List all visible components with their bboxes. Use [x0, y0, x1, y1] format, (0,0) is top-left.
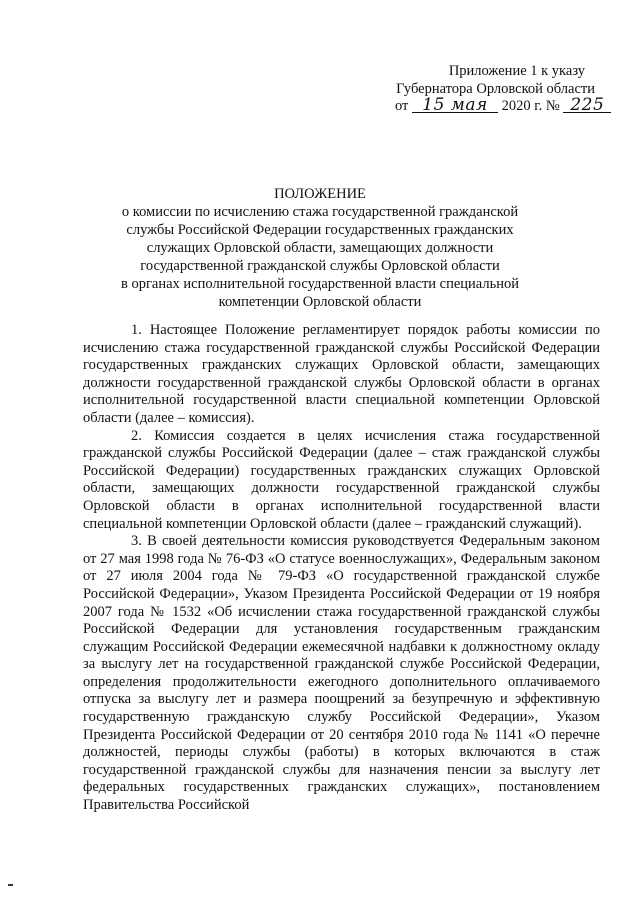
annex-line-2: Губернатора Орловской области [396, 80, 595, 97]
annex-line-1: Приложение 1 к указу [448, 63, 585, 79]
subtitle-line: компетенции Орловской области [218, 294, 422, 310]
subtitle-line: о комиссии по исчислению стажа государственной гражданской [121, 204, 519, 220]
from-label: от [395, 98, 409, 114]
subtitle-line: в органах исполнительной государственной власти специальной [121, 276, 519, 292]
document-body [83, 322, 600, 815]
paragraph-3: 3. В своей деятельности комиссия руководствуется Федеральным законом от 27 мая 1998 года № 76-ФЗ «О статусе военнослужащих», Федеральным законом от 27 июля 2004 года № 79-ФЗ «О государственной гражданской службе Российской Федерации», Указом Президента Российской Федерации от 19 ноября 2007 года № 1532 «Об исчислении стажа государственной гражданской службы Российской Федерации для установления государственным гражданским служащим Российской Федерации ежемесячной надбавки к должностному окладу за выслугу лет на государственной гражданской службе Российской Федерации, определения продолжительности ежегодного дополнительного оплачиваемого отпуска за выслугу лет и размера поощрений за безупречную и эффективную государственную гражданскую службу Российской Федерации», Указом Президента Российской Федерации от 20 сентября 2010 года № 1141 «О перечне должностей, периоды службы (работы) в которых включаются в стаж государственной гражданской службы для назначения пенсии за выслугу лет федеральных государственных гражданских служащих», постановлением Правительства Российской [83, 533, 600, 814]
subtitle-line: служащих Орловской области, замещающих должности [146, 240, 494, 256]
annex-date-line [395, 95, 605, 116]
subtitle-line: службы Российской Федерации государственных гражданских [126, 222, 514, 238]
handwritten-number: 225 [563, 98, 611, 113]
paragraph-2: 2. Комиссия создается в целях исчисления стажа государственной гражданской службы Российской Федерации (далее – стаж гражданской службы Российской Федерации) государственных гражданских служащих Орловской области, замещающих должности государственной гражданской службы Орловской области в органах исполнительной государственной власти специальной компетенции Орловской области (далее – гражданский служащий). [83, 427, 600, 532]
scan-mark [8, 884, 13, 886]
annex-header [395, 63, 605, 116]
subtitle-line: государственной гражданской службы Орловской области [140, 258, 500, 274]
title-heading: ПОЛОЖЕНИЕ [274, 186, 366, 202]
handwritten-date: 15 мая [412, 98, 498, 113]
year-label: 2020 г. № [501, 98, 560, 114]
document-title [100, 185, 540, 311]
paragraph-1: 1. Настоящее Положение регламентирует порядок работы комиссии по исчислению стажа государственной гражданской службы Российской Федерации государственных гражданских служащих Орловской области, замещающих должности государственной гражданской службы Орловской области в органах исполнительной государственной власти специальной компетенции Орловской области (далее – комиссия). [83, 322, 600, 426]
